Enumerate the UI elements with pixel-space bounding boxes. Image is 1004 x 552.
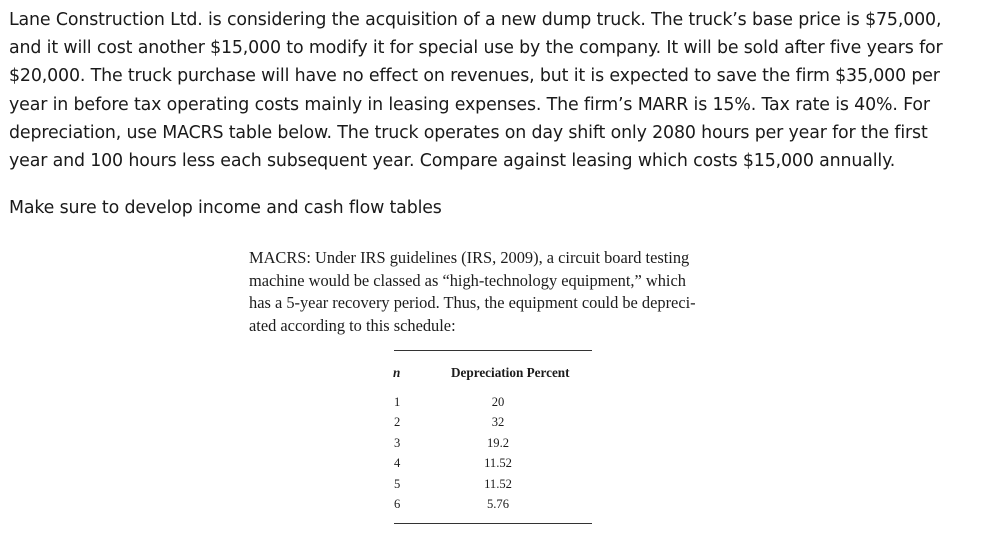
problem-line: year in before tax operating costs mainly in leasing expenses. The firm’s MARR is 15%. Tax rate is 40%. For [9,94,930,115]
row-year: 2 [394,415,401,429]
table-top-rule [394,350,592,351]
row-percent: 11.52 [484,477,512,491]
table-header-percent: Depreciation Percent [451,365,570,380]
table-bottom-rule [394,523,592,524]
row-percent: 11.52 [484,456,512,470]
problem-statement [9,6,999,175]
problem-line: year and 100 hours less each subsequent year. Compare against leasing which costs $15,000 annually. [9,151,896,172]
table-row [394,395,594,415]
table-header-n: n [393,365,401,380]
excerpt-line: has a 5-year recovery period. Thus, the equipment could be depreci- [249,293,696,313]
table-row [394,456,594,476]
row-percent: 20 [491,395,505,409]
row-percent: 5.76 [486,497,510,511]
excerpt-line: MACRS: Under IRS guidelines (IRS, 2009), a circuit board testing [249,248,690,267]
row-year: 4 [394,456,401,470]
row-year: 1 [394,395,401,409]
row-percent: 19.2 [486,436,510,450]
excerpt-line: machine would be classed as “high-technology equipment,” which [249,270,686,290]
problem-line: $20,000. The truck purchase will have no effect on revenues, but it is expected to save the firm $35,000 per [9,66,940,87]
problem-line: and it will cost another $15,000 to modify it for special use by the company. It will be sold after five years for [9,38,943,59]
table-row [394,436,594,456]
row-year: 3 [394,436,401,450]
table-row [394,415,594,435]
row-year: 5 [394,477,401,491]
excerpt-line: ated according to this schedule: [249,315,456,335]
problem-line: Lane Construction Ltd. is considering the acquisition of a new dump truck. The truck’s base price is $75,000, [9,10,942,30]
row-percent: 32 [491,415,505,429]
table-row [394,477,594,497]
instruction-text: Make sure to develop income and cash flow tables [9,198,442,218]
table-row [394,497,594,517]
row-year: 6 [394,497,401,511]
problem-line: depreciation, use MACRS table below. The truck operates on day shift only 2080 hours per year for the first [9,122,928,143]
macrs-excerpt [249,247,769,337]
